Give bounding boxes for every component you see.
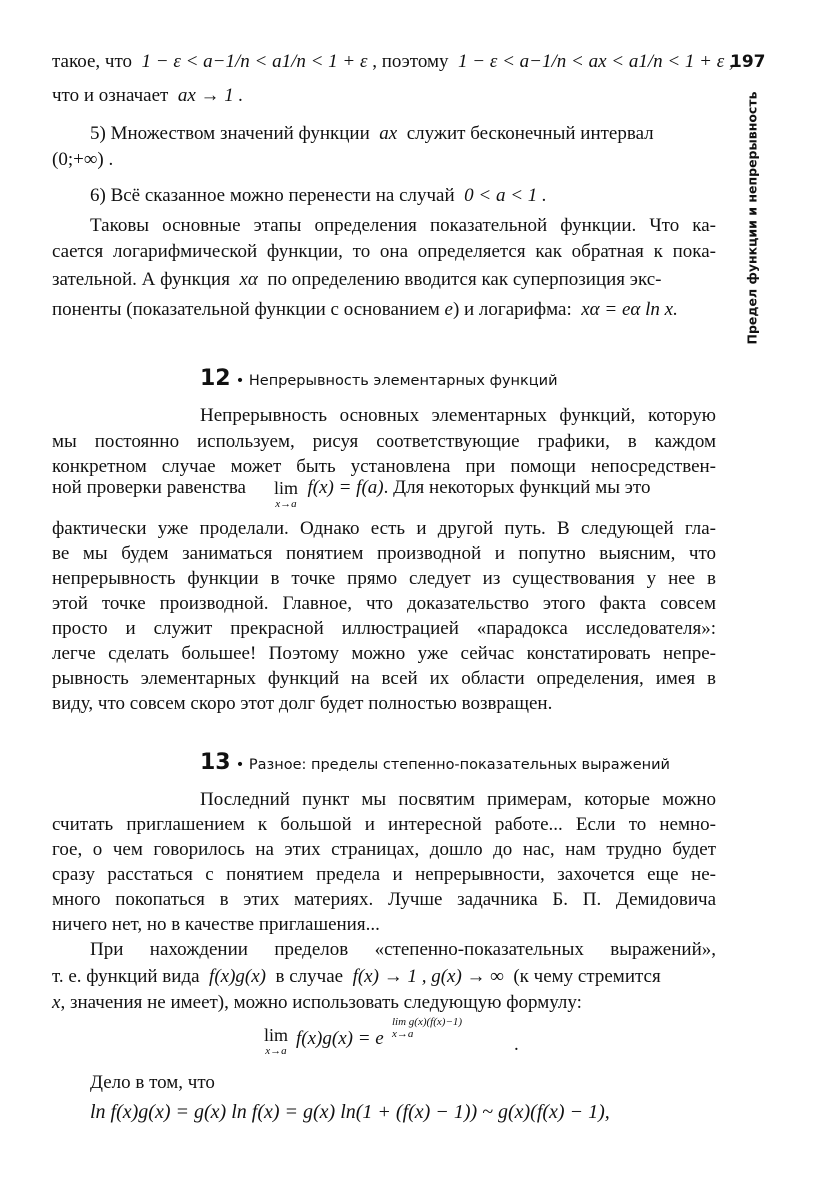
section-13-heading	[200, 750, 670, 775]
s12-line-2: мы постоянно используем, рисуя соответствующие графики, в каждом	[52, 431, 716, 452]
running-head: Предел функции и непрерывность	[744, 91, 760, 345]
condition-expression: f(x) → 1 , g(x) → ∞	[352, 966, 504, 987]
item6-line: 6) Всё сказанное можно перенести на случай 0 < a < 1 .	[90, 185, 547, 206]
section-12-title: • Непрерывность элементарных функций	[235, 373, 558, 389]
s12-line-9: просто и служит прекрасной иллюстрацией «парадокса исследователя»:	[52, 618, 716, 639]
item5-line-2: (0;+∞) .	[52, 149, 114, 170]
page-number: 197	[730, 52, 766, 72]
formula1-end: .	[514, 1034, 519, 1055]
s12-line-7: непрерывность функции в точке прямо следует из существования у нее в	[52, 568, 716, 589]
s12-line-6: ве мы будем заниматься понятием производной и попутно выясним, что	[52, 543, 716, 564]
s12-line-11: рывность элементарных функций на всей их области определения, имея в	[52, 668, 716, 689]
s12-line-10: легче сделать большее! Поэтому можно уже сейчас констатировать непре-	[52, 643, 716, 664]
section-13-title: • Разное: пределы степенно-показательных выражений	[235, 757, 670, 773]
power-definition: xα = eα ln x.	[581, 299, 678, 320]
section-12-heading	[200, 366, 558, 391]
inequality-1: 1 − ε < a−1/n < a1/n < 1 + ε	[141, 51, 368, 72]
para-log-line-3: зательной. А функция xα по определению вводится как суперпозиция экс-	[52, 269, 662, 290]
s13-line-3: гое, о чем говорилось на этих страницах, дошло до нас, нам трудно будет	[52, 839, 716, 860]
s12-limit-operator: lim x→a	[273, 478, 298, 510]
s13-p3: Дело в том, что	[90, 1072, 215, 1093]
limit-statement: ax → 1 .	[177, 85, 244, 106]
s13-line-4: сразу расстаться с понятием предела и непрерывности, захочется еще не-	[52, 864, 716, 885]
s13-line-6: ничего нет, но в качестве приглашения...	[52, 914, 380, 935]
s12-line-8: этой точке производной. Главное, что доказательство этого факта совсем	[52, 593, 716, 614]
s12-line-1: Непрерывность основных элементарных функций, которую	[200, 405, 716, 426]
s13-p2-line-1: При нахождении пределов «степенно-показательных выражений»,	[90, 939, 716, 960]
section-13-number: 13	[200, 750, 231, 775]
s13-line-1: Последний пункт мы посвятим примерам, которые можно	[200, 789, 716, 810]
para-log-line-1: Таковы основные этапы определения показательной функции. Что ка-	[90, 215, 716, 236]
power-exponential-expression: f(x)g(x)	[209, 966, 267, 987]
s13-line-5: много покопаться в этих материях. Лучше задачника Б. П. Демидовича	[52, 889, 716, 910]
formula1-body: f(x)g(x) = e	[296, 1028, 384, 1049]
s13-p2-line-3: x, значения не имеет), можно использовать следующую формулу:	[52, 992, 582, 1013]
formula-limit-power	[250, 1014, 530, 1066]
formula1-exponent: lim g(x)(f(x)−1) x→a	[392, 1016, 463, 1041]
formula1-lim: lim x→a	[263, 1025, 288, 1057]
para-log-line-2: сается логарифмической функции, то она определяется как обратная к пока-	[52, 241, 716, 262]
top-line-2: что и означает ax → 1 .	[52, 85, 244, 106]
s12-line-4: ной проверки равенства f(x) = f(a). Для некоторых функций мы это	[52, 477, 651, 498]
para-log-line-4: поненты (показательной функции с основанием e) и логарифма: xα = eα ln x.	[52, 299, 678, 320]
s12-line-5: фактически уже проделали. Однако есть и другой путь. В следующей гла-	[52, 518, 716, 539]
inequality-2: 1 − ε < a−1/n < ax < a1/n < 1 + ε ,	[458, 51, 734, 72]
top-line-1: такое, что 1 − ε < a−1/n < a1/n < 1 + ε , поэтому 1 − ε < a−1/n < ax < a1/n < 1 + ε ,	[52, 51, 734, 72]
item5-line-1: 5) Множеством значений функции ax служит бесконечный интервал	[90, 123, 654, 144]
s13-p2-line-2: т. е. функций вида f(x)g(x) в случае f(x) → 1 , g(x) → ∞ (к чему стремится	[52, 966, 661, 987]
formula-log-equivalence: ln f(x)g(x) = g(x) ln f(x) = g(x) ln(1 + (f(x) − 1)) ~ g(x)(f(x) − 1),	[90, 1101, 610, 1123]
s13-line-2: считать приглашением к большой и интересной работе... Если то немно-	[52, 814, 716, 835]
s12-line-3: конкретном случае может быть установлена при помощи непосредствен-	[52, 456, 716, 477]
s12-line-12: виду, что совсем скоро этот долг будет полностью возвращен.	[52, 693, 553, 714]
section-12-number: 12	[200, 366, 231, 391]
